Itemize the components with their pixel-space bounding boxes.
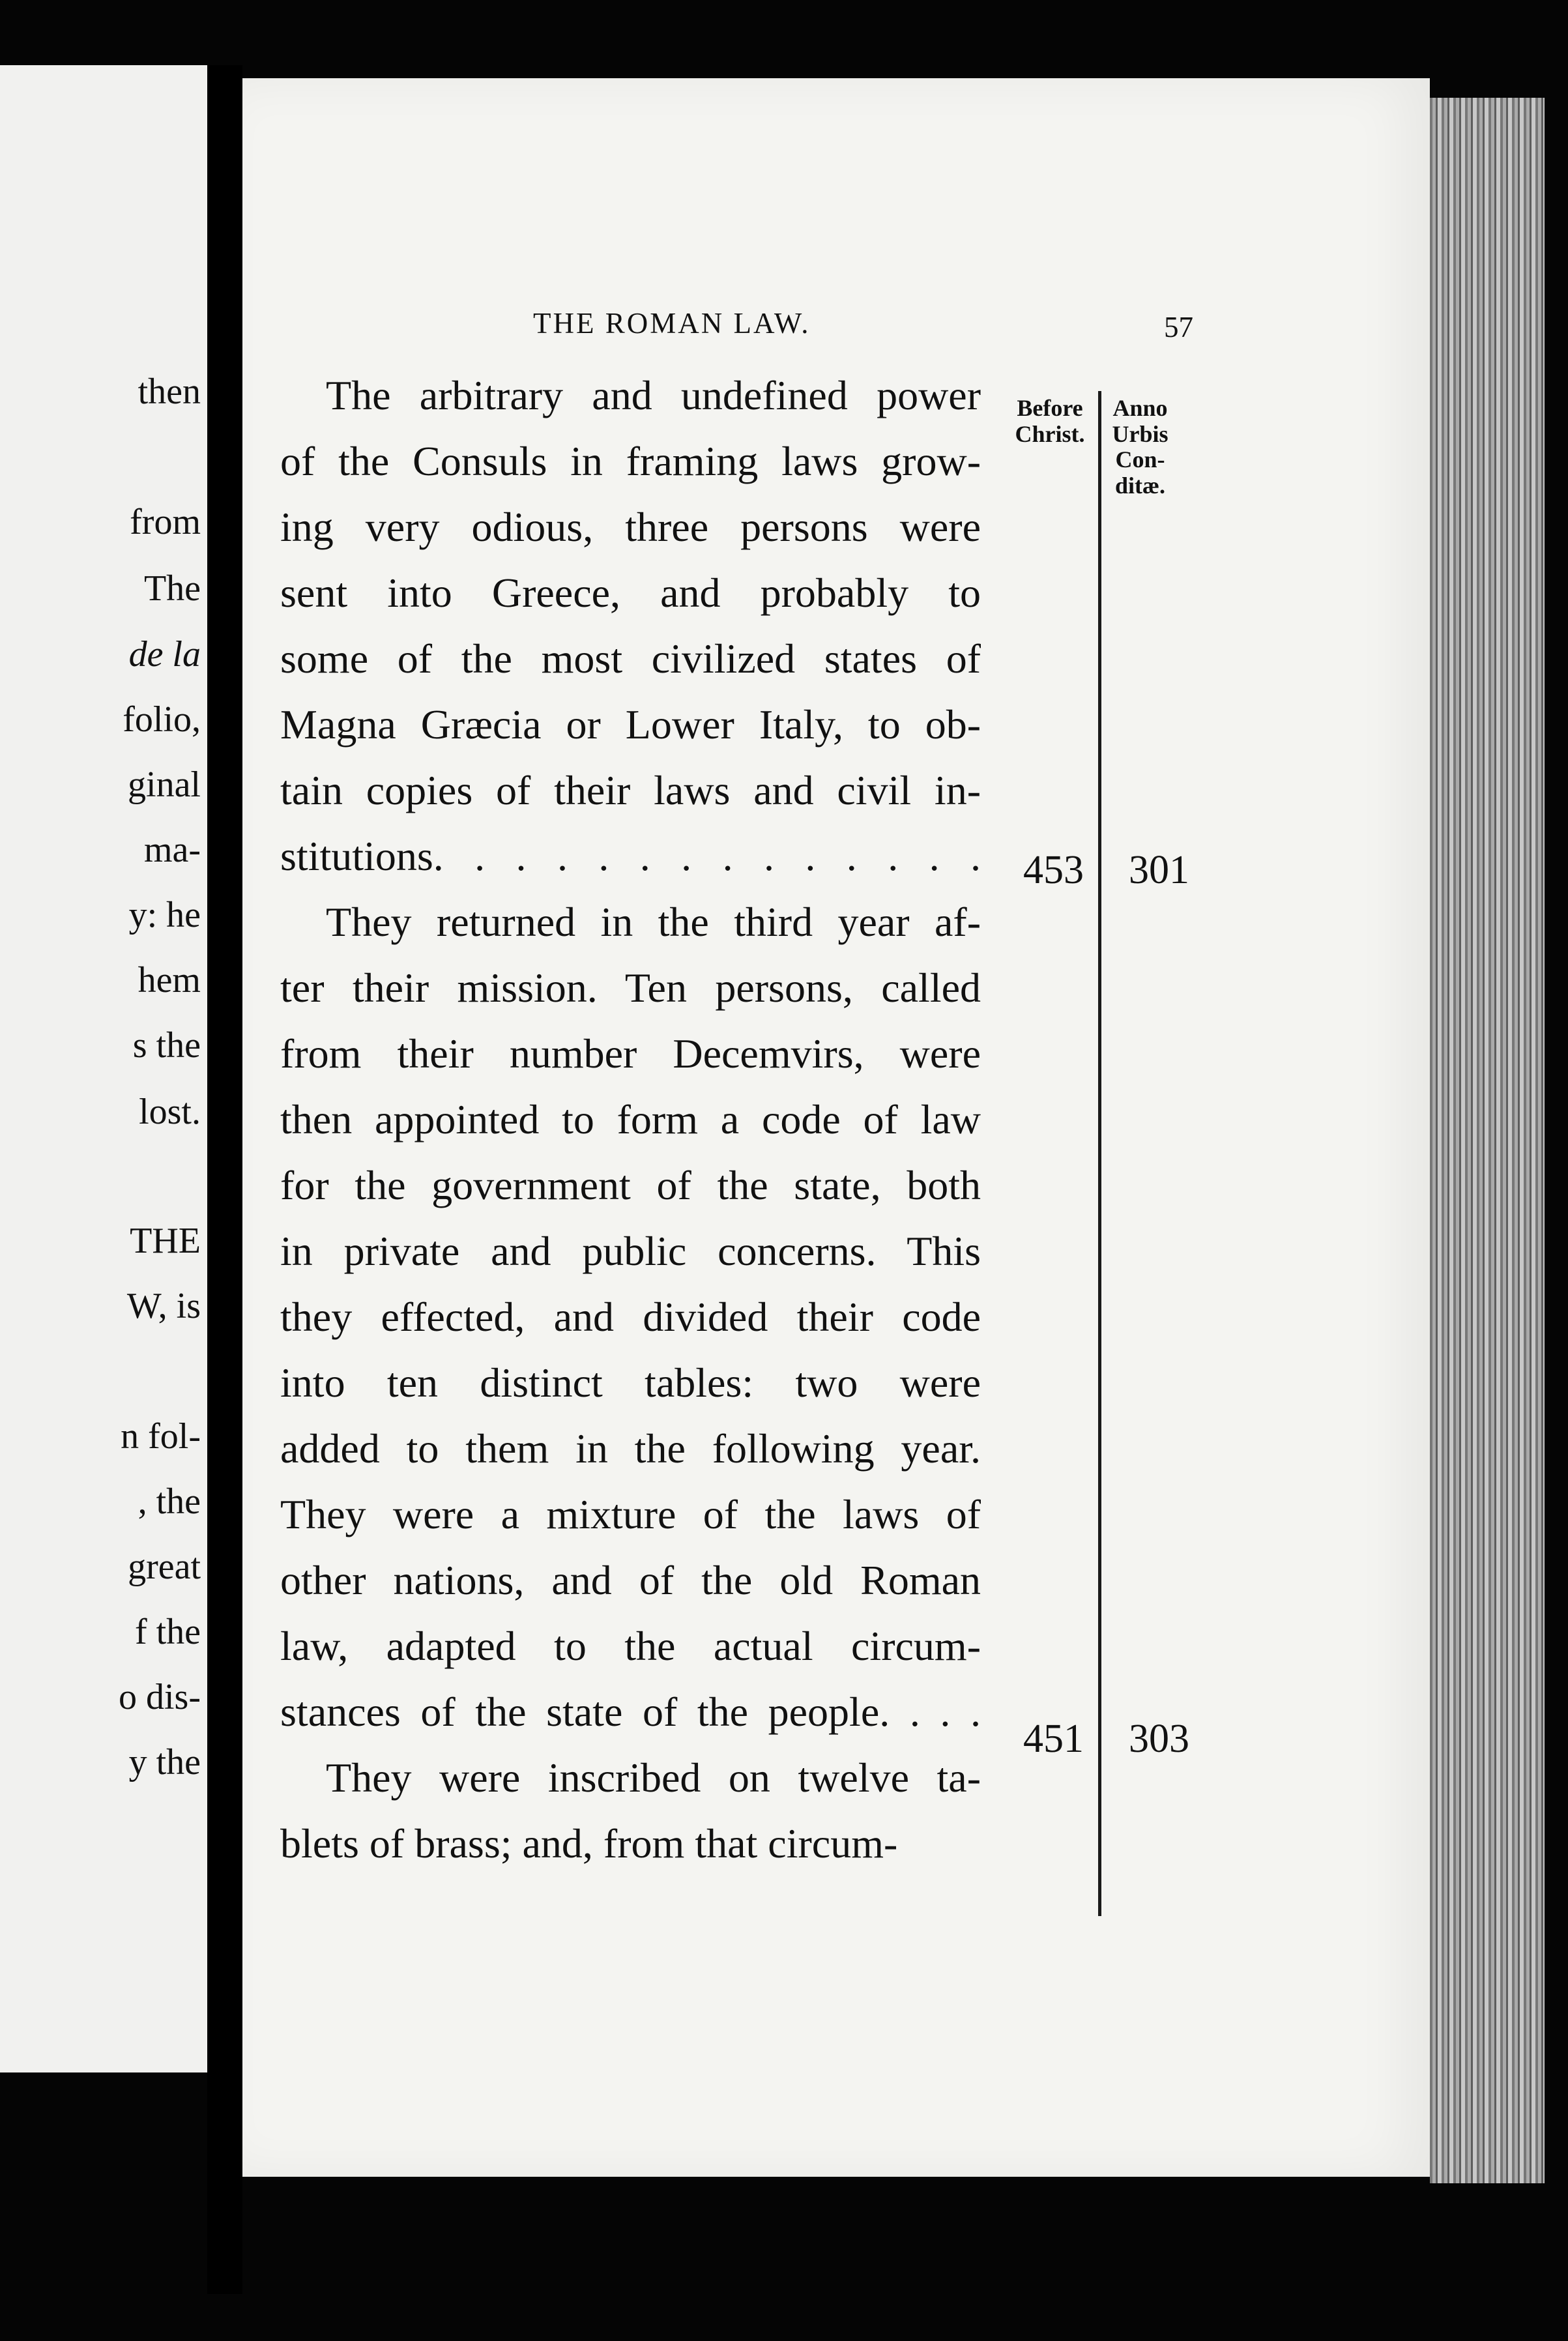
left-fragment-5: folio, (123, 699, 201, 740)
text-line-19: other nations, and of the old Roman (280, 1560, 981, 1603)
text-line-12: then appointed to form a code of law (280, 1099, 981, 1142)
urbis-conditae-date-2: 303 (1129, 1717, 1189, 1761)
left-fragment-2: from (130, 502, 201, 542)
left-page-fragment (0, 65, 207, 2072)
left-fragment-4: de la (128, 634, 201, 675)
text-line-20: law, adapted to the actual circum- (280, 1625, 981, 1669)
left-fragment-3: The (143, 568, 201, 609)
text-line-22: They were inscribed on twelve ta- (326, 1757, 981, 1801)
text-line-11: from their number Decemvirs, were (280, 1033, 981, 1077)
text-line-23: blets of brass; and, from that circum- (280, 1823, 898, 1867)
before-christ-heading (1001, 396, 1099, 447)
left-fragment-11: lost. (139, 1092, 201, 1132)
urbis-conditae-label: Anno Urbis Con- ditæ. (1112, 395, 1169, 499)
text-line-15: they effected, and divided their code (280, 1296, 981, 1340)
left-fragment-13: W, is (126, 1286, 201, 1326)
page-edge (1430, 98, 1545, 2183)
text-line-5: some of the most civilized states of (280, 638, 981, 682)
text-line-2: of the Consuls in framing laws grow- (280, 441, 981, 484)
left-fragment-6: ginal (128, 764, 201, 805)
left-fragment-1: then (138, 371, 201, 412)
left-fragment-15: , the (138, 1481, 201, 1522)
urbis-conditae-date-1: 301 (1129, 848, 1189, 892)
text-line-10: ter their mission. Ten persons, called (280, 967, 981, 1011)
before-christ-date-1: 453 (1023, 848, 1084, 892)
left-fragment-16: great (128, 1547, 201, 1587)
left-fragment-7: ma- (143, 830, 201, 870)
text-line-21: stances of the state of the people. . . . (280, 1691, 981, 1735)
urbis-conditae-heading (1103, 396, 1178, 499)
text-line-9: They returned in the third year af- (326, 901, 981, 945)
text-line-8: stitutions. . . . . . . . . . . . . . (280, 836, 981, 879)
text-line-4: sent into Greece, and probably to (280, 572, 981, 616)
left-fragment-14: n fol- (121, 1416, 201, 1457)
date-column-rule (1098, 391, 1101, 1916)
running-title: THE ROMAN LAW. (533, 307, 811, 340)
left-fragment-12: THE (130, 1221, 201, 1261)
left-fragment-18: o dis- (119, 1677, 201, 1717)
left-fragment-17: f the (134, 1612, 201, 1652)
text-line-16: into ten distinct tables: two were (280, 1362, 981, 1406)
left-fragment-10: s the (132, 1025, 201, 1066)
text-line-13: for the government of the state, both (280, 1165, 981, 1208)
main-text-block (280, 375, 981, 1889)
before-christ-label: Before Christ. (1015, 395, 1085, 447)
left-fragment-8: y: he (128, 895, 201, 935)
text-line-6: Magna Græcia or Lower Italy, to ob- (280, 704, 981, 748)
before-christ-date-2: 451 (1023, 1717, 1084, 1761)
text-line-7: tain copies of their laws and civil in- (280, 770, 981, 813)
left-fragment-9: hem (138, 960, 201, 1000)
left-fragment-19: y the (128, 1742, 201, 1782)
text-line-3: ing very odious, three persons were (280, 506, 981, 550)
book-gutter (207, 65, 242, 2294)
page-number: 57 (1164, 311, 1193, 343)
text-line-1: The arbitrary and undefined power (326, 375, 981, 418)
text-line-18: They were a mixture of the laws of (280, 1494, 981, 1537)
text-line-17: added to them in the following year. (280, 1428, 981, 1472)
text-line-14: in private and public concerns. This (280, 1230, 981, 1274)
